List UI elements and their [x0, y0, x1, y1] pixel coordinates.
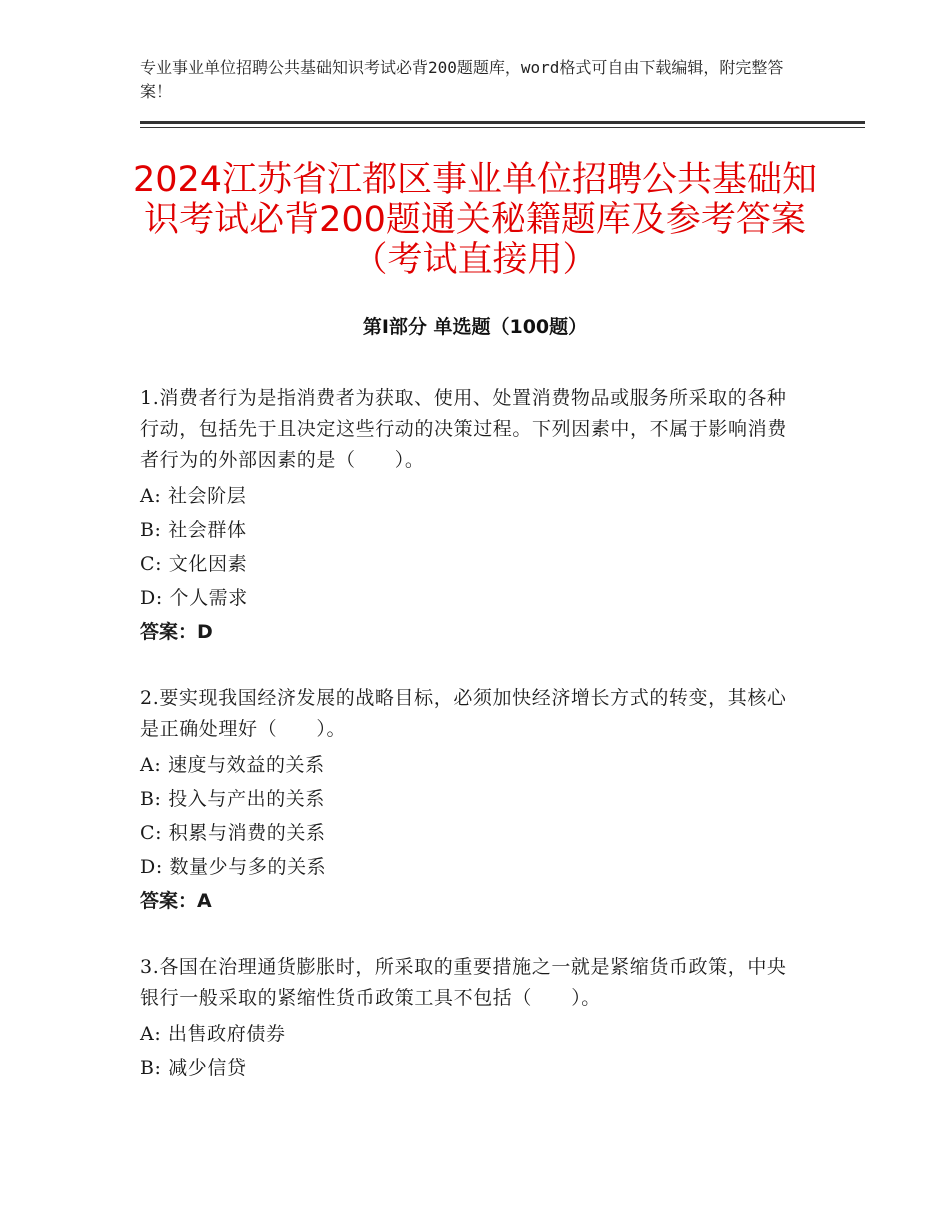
option-d: D: 个人需求 [140, 587, 248, 609]
document-title: 2024江苏省江都区事业单位招聘公共基础知识考试必背200题通关秘籍题库及参考答案（考试直接用） [132, 160, 818, 280]
question-2 [140, 683, 800, 918]
option-d: D: 数量少与多的关系 [140, 856, 327, 878]
option-a: A: 速度与效益的关系 [140, 754, 325, 776]
answer-label: 答案：D [140, 621, 213, 643]
header-divider-thick [140, 121, 865, 124]
question-stem: 2.要实现我国经济发展的战略目标，必须加快经济增长方式的转变，其核心是正确处理好（ ）。 [140, 687, 787, 740]
question-3 [140, 952, 800, 1085]
question-list [140, 383, 800, 1119]
option-b: B: 社会群体 [140, 519, 247, 541]
option-a: A: 社会阶层 [140, 485, 247, 507]
answer-label: 答案：A [140, 890, 212, 912]
option-a: A: 出售政府债券 [140, 1023, 286, 1045]
section-title: 第Ⅰ部分 单选题（100题） [362, 316, 588, 338]
option-c: C: 文化因素 [140, 553, 248, 575]
header-note: 专业事业单位招聘公共基础知识考试必背200题题库，word格式可自由下载编辑，附完整答案！ [140, 58, 784, 101]
question-1 [140, 383, 800, 649]
option-b: B: 减少信贷 [140, 1057, 247, 1079]
option-c: C: 积累与消费的关系 [140, 822, 326, 844]
question-stem: 3.各国在治理通货膨胀时，所采取的重要措施之一就是紧缩货币政策，中央银行一般采取的紧缩性货币政策工具不包括（ ）。 [140, 956, 787, 1009]
header-divider-thin [140, 127, 865, 128]
option-b: B: 投入与产出的关系 [140, 788, 326, 810]
question-stem: 1.消费者行为是指消费者为获取、使用、处置消费物品或服务所采取的各种行动，包括先于且决定这些行动的决策过程。下列因素中，不属于影响消费者行为的外部因素的是（ ）。 [140, 387, 787, 471]
